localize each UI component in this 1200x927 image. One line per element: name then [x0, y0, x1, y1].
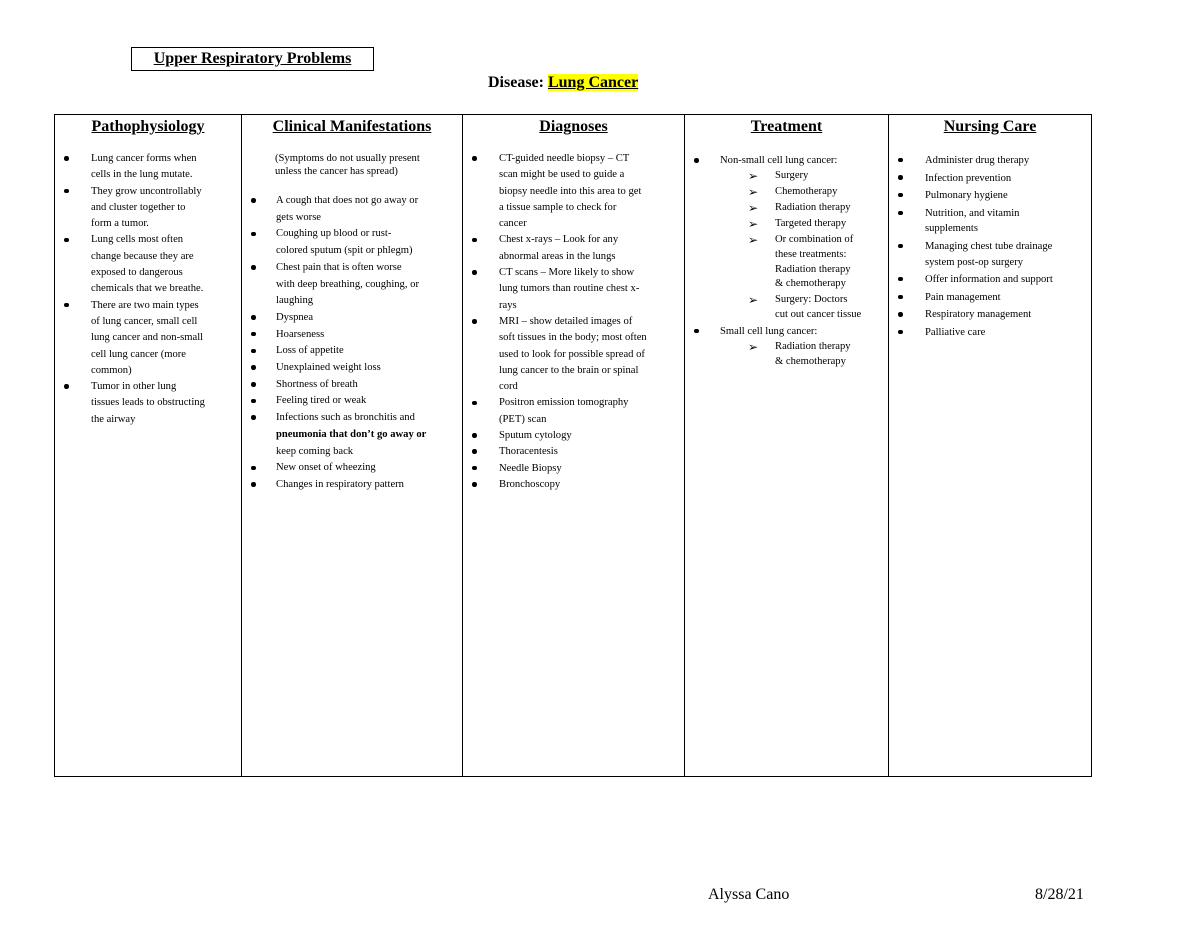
list-item-line: Nutrition, and vitamin	[925, 207, 1020, 219]
bullet-icon	[694, 329, 699, 334]
section-title: Upper Respiratory Problems	[131, 47, 374, 71]
list-item-line: a tissue sample to check for	[499, 201, 617, 213]
list-item-line: keep coming back	[276, 445, 354, 457]
arrow-bullet-icon: ➢	[748, 185, 759, 200]
list-item-line: Lung cancer forms when	[91, 153, 197, 164]
treatment-subitem	[748, 185, 887, 200]
list-item-line: Thoracentesis	[499, 446, 558, 458]
list-item-line: exposed to dangerous	[91, 267, 183, 279]
list-item-line: New onset of wheezing	[276, 462, 376, 474]
bullet-icon	[251, 415, 256, 420]
list-item-line: system post-op surgery	[925, 256, 1024, 268]
list-item	[470, 477, 682, 493]
list-item	[896, 171, 1091, 187]
list-item	[896, 153, 1091, 169]
list-item	[470, 395, 682, 428]
list-item-line: Infection prevention	[925, 172, 1012, 184]
bullet-icon	[64, 156, 69, 161]
list-item-line: A cough that does not go away or	[276, 195, 419, 206]
treatment-group-label: Non-small cell lung cancer:	[720, 155, 838, 166]
list-item-line: common)	[91, 364, 132, 376]
list-item-line: Hoarseness	[276, 328, 325, 340]
bullet-icon	[898, 211, 903, 216]
list-item-line: cancer	[499, 218, 527, 230]
list-item-line: Managing chest tube drainage	[925, 240, 1053, 252]
list-item-line: biopsy needle into this area to get	[499, 185, 642, 197]
list-item	[249, 193, 459, 226]
treatment-subitem-line: Radiation therapy	[775, 340, 851, 352]
list-item	[249, 226, 459, 259]
bullet-icon	[64, 238, 69, 243]
list-item-line: Loss of appetite	[276, 345, 344, 357]
column-heading-nursing: Nursing Care	[943, 118, 1037, 135]
column-clinical-manifestations	[242, 115, 463, 776]
list-item-line: abnormal areas in the lungs	[499, 250, 616, 262]
list-item-line: form a tumor.	[91, 218, 149, 230]
list-item	[470, 232, 682, 265]
bullet-icon	[472, 238, 477, 243]
treatment-subitem-line: Surgery: Doctors	[775, 294, 848, 306]
list-item-line: There are two main types	[91, 299, 199, 311]
clinical-intro-line: (Symptoms do not usually present	[275, 153, 420, 164]
bullet-icon	[251, 232, 256, 237]
list-item-line: Sputum cytology	[499, 430, 572, 442]
arrow-bullet-icon: ➢	[748, 233, 759, 248]
treatment-subitem	[748, 339, 887, 369]
arrow-bullet-icon: ➢	[748, 339, 759, 354]
list-item-line: Shortness of breath	[276, 378, 358, 390]
treatment-sublist	[720, 340, 887, 369]
treatment-group	[692, 324, 887, 369]
bullet-icon	[472, 401, 477, 406]
disease-name: Lung Cancer	[547, 74, 639, 91]
treatment-subitem	[748, 217, 887, 232]
list-item-line: Chest x-rays – Look for any	[499, 234, 619, 246]
bullet-icon	[898, 295, 903, 300]
bullet-icon	[898, 158, 903, 163]
treatment-subitem-line: & chemotherapy	[775, 278, 846, 290]
list-item	[249, 410, 459, 460]
list-item-line: Positron emission tomography	[499, 397, 629, 409]
list-item-line: with deep breathing, coughing, or	[276, 278, 419, 290]
column-diagnoses	[463, 115, 685, 776]
bullet-icon	[898, 330, 903, 335]
list-item	[896, 188, 1091, 204]
list-item-line: Infections such as bronchitis and	[276, 412, 415, 424]
list-item-line: Chest pain that is often worse	[276, 261, 402, 273]
list-item-line: MRI – show detailed images of	[499, 315, 633, 327]
list-item-line: lung cancer and non-small	[91, 332, 204, 344]
list-item	[62, 298, 238, 379]
bullet-icon	[898, 277, 903, 282]
list-item-line: Bronchoscopy	[499, 478, 561, 490]
treatment-subitem-line: Surgery	[775, 170, 809, 181]
bullet-icon	[472, 482, 477, 487]
list-item-line: rays	[499, 299, 517, 311]
list-item-line: cord	[499, 381, 518, 393]
bullet-icon	[472, 156, 477, 161]
list-item-line: Unexplained weight loss	[276, 362, 381, 374]
column-heading-pathophysiology: Pathophysiology	[91, 118, 205, 135]
diagnoses-list	[470, 151, 682, 493]
bullet-icon	[251, 332, 256, 337]
treatment-subitem-line: & chemotherapy	[775, 355, 846, 367]
list-item-line: and cluster together to	[91, 201, 186, 213]
list-item	[62, 232, 238, 297]
list-item-line: CT-guided needle biopsy – CT	[499, 153, 630, 164]
list-item	[249, 310, 459, 327]
list-item	[249, 260, 459, 310]
list-item	[470, 444, 682, 460]
treatment-subitem-line: Chemotherapy	[775, 186, 838, 198]
list-item	[249, 327, 459, 344]
list-item	[249, 393, 459, 410]
treatment-subitem-line: Or combination of	[775, 234, 854, 246]
list-item-line: lung cancer to the brain or spinal	[499, 364, 639, 376]
list-item	[470, 314, 682, 395]
list-item	[470, 461, 682, 477]
bullet-icon	[472, 319, 477, 324]
list-item	[249, 343, 459, 360]
list-item-line: used to look for possible spread of	[499, 348, 645, 360]
treatment-list	[692, 153, 887, 371]
list-item	[896, 206, 1091, 237]
list-item-line: Administer drug therapy	[925, 155, 1030, 166]
list-item-line: Pulmonary hygiene	[925, 190, 1008, 202]
column-heading-treatment: Treatment	[750, 118, 823, 135]
list-item	[470, 151, 682, 232]
column-pathophysiology	[55, 115, 242, 776]
bullet-icon	[898, 193, 903, 198]
list-item-line: They grow uncontrollably	[91, 185, 202, 197]
list-item	[470, 428, 682, 444]
list-item-line: colored sputum (spit or phlegm)	[276, 245, 413, 257]
list-item	[249, 460, 459, 477]
bullet-icon	[251, 365, 256, 370]
list-item-line: change because they are	[91, 250, 194, 262]
bullet-icon	[898, 244, 903, 249]
column-treatment	[685, 115, 889, 776]
list-item-line: cell lung cancer (more	[91, 348, 186, 360]
list-item-line: CT scans – More likely to show	[499, 267, 635, 279]
list-item-line: laughing	[276, 295, 314, 307]
list-item-line: (PET) scan	[499, 413, 547, 425]
list-item-line: Lung cells most often	[91, 234, 184, 246]
nursing-list	[896, 153, 1091, 343]
list-item-line: lung tumors than routine chest x-	[499, 283, 640, 295]
list-item-line: Needle Biopsy	[499, 462, 562, 474]
list-item	[896, 290, 1091, 306]
column-heading-diagnoses: Diagnoses	[539, 118, 608, 135]
treatment-subitem	[748, 293, 887, 322]
bullet-icon	[898, 175, 903, 180]
treatment-subitem	[748, 201, 887, 216]
pathophysiology-list	[62, 151, 238, 428]
bullet-icon	[472, 466, 477, 471]
list-item-line: gets worse	[276, 211, 322, 223]
list-item-line: Changes in respiratory pattern	[276, 478, 404, 490]
list-item	[62, 184, 238, 233]
disease-heading	[488, 74, 638, 92]
footer-date: 8/28/21	[1035, 886, 1084, 903]
bullet-icon	[898, 312, 903, 317]
list-item-line: of lung cancer, small cell	[91, 315, 198, 327]
footer-author: Alyssa Cano	[708, 886, 790, 903]
treatment-sublist	[720, 169, 887, 322]
list-item-line: the airway	[91, 413, 136, 425]
bullet-icon	[251, 265, 256, 270]
list-item-line: Pain management	[925, 291, 1001, 303]
bullet-icon	[251, 466, 256, 471]
bullet-icon	[251, 382, 256, 387]
clinical-intro	[275, 152, 420, 178]
list-item-line: Dyspnea	[276, 311, 314, 323]
treatment-subitem-line: these treatments:	[775, 248, 847, 260]
list-item	[249, 377, 459, 394]
list-item	[62, 151, 238, 184]
list-item-line: soft tissues in the body; most often	[499, 332, 647, 344]
list-item-line: pneumonia that don’t go away or	[276, 428, 427, 440]
bullet-icon	[64, 303, 69, 308]
bullet-icon	[251, 315, 256, 320]
list-item	[896, 325, 1091, 341]
list-item-line: supplements	[925, 223, 978, 235]
list-item	[249, 360, 459, 377]
arrow-bullet-icon: ➢	[748, 293, 759, 308]
list-item-line: Respiratory management	[925, 309, 1032, 321]
bullet-icon	[251, 482, 256, 487]
treatment-subitem-line: Radiation therapy	[775, 263, 851, 275]
list-item	[896, 272, 1091, 288]
list-item	[896, 239, 1091, 270]
list-item-line: Palliative care	[925, 326, 986, 338]
treatment-subitem-line: Radiation therapy	[775, 202, 851, 214]
bullet-icon	[251, 349, 256, 354]
bullet-icon	[472, 270, 477, 275]
list-item	[62, 379, 238, 428]
list-item-line: Coughing up blood or rust-	[276, 228, 392, 240]
bullet-icon	[251, 198, 256, 203]
list-item	[249, 477, 459, 494]
bullet-icon	[251, 399, 256, 404]
list-item-line: scan might be used to guide a	[499, 169, 625, 181]
bullet-icon	[472, 433, 477, 438]
list-item-line: cells in the lung mutate.	[91, 169, 193, 181]
treatment-group-label: Small cell lung cancer:	[720, 325, 818, 337]
list-item-line: Offer information and support	[925, 274, 1053, 286]
list-item	[470, 265, 682, 314]
arrow-bullet-icon: ➢	[748, 201, 759, 216]
arrow-bullet-icon: ➢	[748, 217, 759, 232]
bullet-icon	[64, 384, 69, 389]
clinical-intro-line: unless the cancer has spread)	[275, 166, 398, 177]
treatment-group	[692, 153, 887, 322]
list-item-line: chemicals that we breathe.	[91, 283, 204, 295]
bullet-icon	[694, 158, 699, 163]
bullet-icon	[472, 449, 477, 454]
list-item-line: tissues leads to obstructing	[91, 397, 205, 409]
column-nursing-care	[889, 115, 1091, 776]
treatment-subitem-line: cut out cancer tissue	[775, 308, 862, 320]
treatment-subitem	[748, 233, 887, 291]
clinical-list	[249, 193, 459, 494]
list-item-line: Tumor in other lung	[91, 381, 177, 393]
bullet-icon	[64, 189, 69, 194]
treatment-subitem-line: Targeted therapy	[775, 218, 847, 230]
arrow-bullet-icon: ➢	[748, 169, 759, 183]
column-heading-clinical: Clinical Manifestations	[272, 118, 432, 135]
care-table	[54, 114, 1092, 777]
treatment-subitem	[748, 169, 887, 184]
list-item-line: Feeling tired or weak	[276, 395, 367, 407]
disease-label: Disease:	[488, 74, 548, 91]
list-item	[896, 307, 1091, 323]
